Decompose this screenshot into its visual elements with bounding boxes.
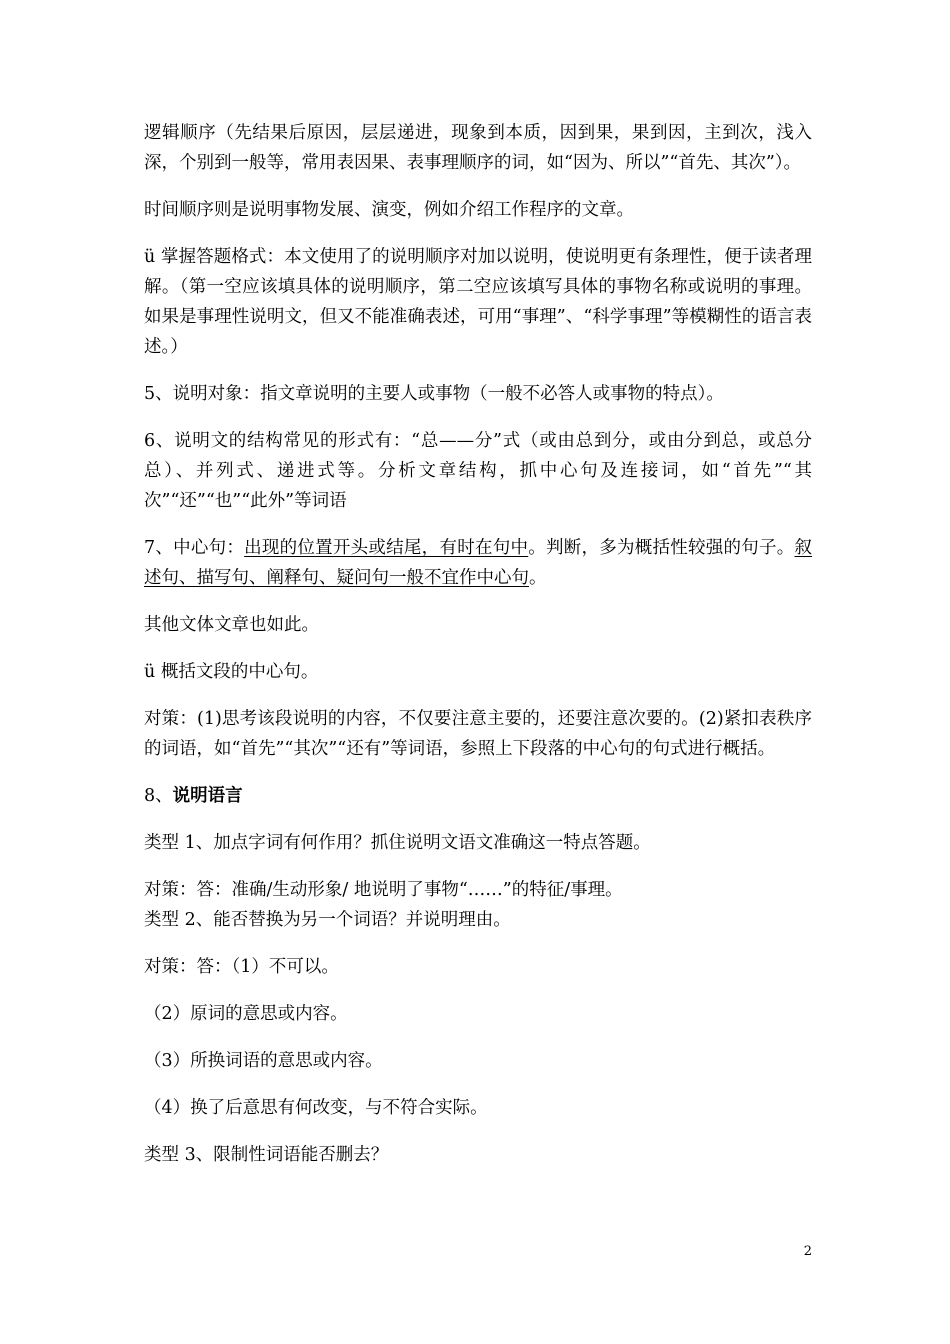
central-sentence-position-underlined: 出现的位置开头或结尾，有时在句中 — [244, 538, 529, 558]
paragraph-type-2-item-2: （2）原词的意思或内容。 — [144, 1004, 348, 1024]
paragraph-logical-order: 逻辑顺序（先结果后原因，层层递进，现象到本质，因到果，果到因，主到次，浅入深，个别到一般等，常用表因果、表事理顺序的词，如“因为、所以”“首先、其次”）。 — [144, 123, 812, 173]
paragraph-explanation-object: 5、说明对象：指文章说明的主要人或事物（一般不必答人或事物的特点）。 — [144, 384, 724, 404]
paragraph-answer-format: ü 掌握答题格式：本文使用了的说明顺序对加以说明，使说明更有条理性，便于读者理解。（第一空应该填具体的说明顺序，第二空应该填写具体的事物名称或说明的事理。如果是事理性说明文，但又不能准确表述，可用“事理”、“科学事理”等模糊性的语言表述。） — [144, 247, 812, 357]
paragraph-type-1: 类型 1、加点字词有何作用？抓住说明文语文准确这一特点答题。 — [144, 833, 651, 853]
paragraph-type-3: 类型 3、限制性词语能否删去？ — [144, 1145, 389, 1165]
paragraph-central-sentence — [144, 533, 812, 593]
page-number: 2 — [803, 1244, 812, 1259]
paragraph-time-order: 时间顺序则是说明事物发展、演变，例如介绍工作程序的文章。 — [144, 200, 634, 220]
central-sentence-judgement: 。判断，多为概括性较强的句子。 — [528, 538, 795, 558]
paragraph-structure: 6、说明文的结构常见的形式有：“总——分”式（或由总到分，或由分到总，或总分总）、并列式、递进式等。分析文章结构，抓中心句及连接词，如“首先”“其次”“还”“也”“此外”等词语 — [144, 431, 812, 511]
section-heading-explanatory-language — [144, 781, 812, 811]
central-sentence-exclusions-underlined: 叙述句、描写句、阐释句、疑问句一般不宜作中心句 — [144, 538, 812, 588]
paragraph-type-2-item-3: （3）所换词语的意思或内容。 — [144, 1051, 383, 1071]
paragraph-type-1-strategy: 对策：答：准确/生动形象/ 地说明了事物“……”的特征/事理。 — [144, 880, 623, 900]
section-title: 说明语言 — [172, 786, 243, 806]
central-sentence-label: 7、中心句： — [144, 538, 245, 558]
paragraph-type-2-strategy: 对策：答：（1）不可以。 — [144, 957, 339, 977]
central-sentence-period: 。 — [529, 568, 547, 588]
paragraph-type-2: 类型 2、能否替换为另一个词语？并说明理由。 — [144, 910, 511, 930]
paragraph-type-2-item-4: （4）换了后意思有何改变，与不符合实际。 — [144, 1098, 488, 1118]
paragraph-summarize-central-sentence: ü 概括文段的中心句。 — [144, 662, 319, 682]
section-number: 8、 — [144, 786, 173, 806]
paragraph-strategy: 对策：(1)思考该段说明的内容，不仅要注意主要的，还要注意次要的。(2)紧扣表秩序的词语，如“首先”“其次”“还有”等词语，参照上下段落的中心句的句式进行概括。 — [144, 709, 812, 759]
document-body — [144, 118, 812, 1187]
paragraph-other-genres: 其他文体文章也如此。 — [144, 615, 319, 635]
